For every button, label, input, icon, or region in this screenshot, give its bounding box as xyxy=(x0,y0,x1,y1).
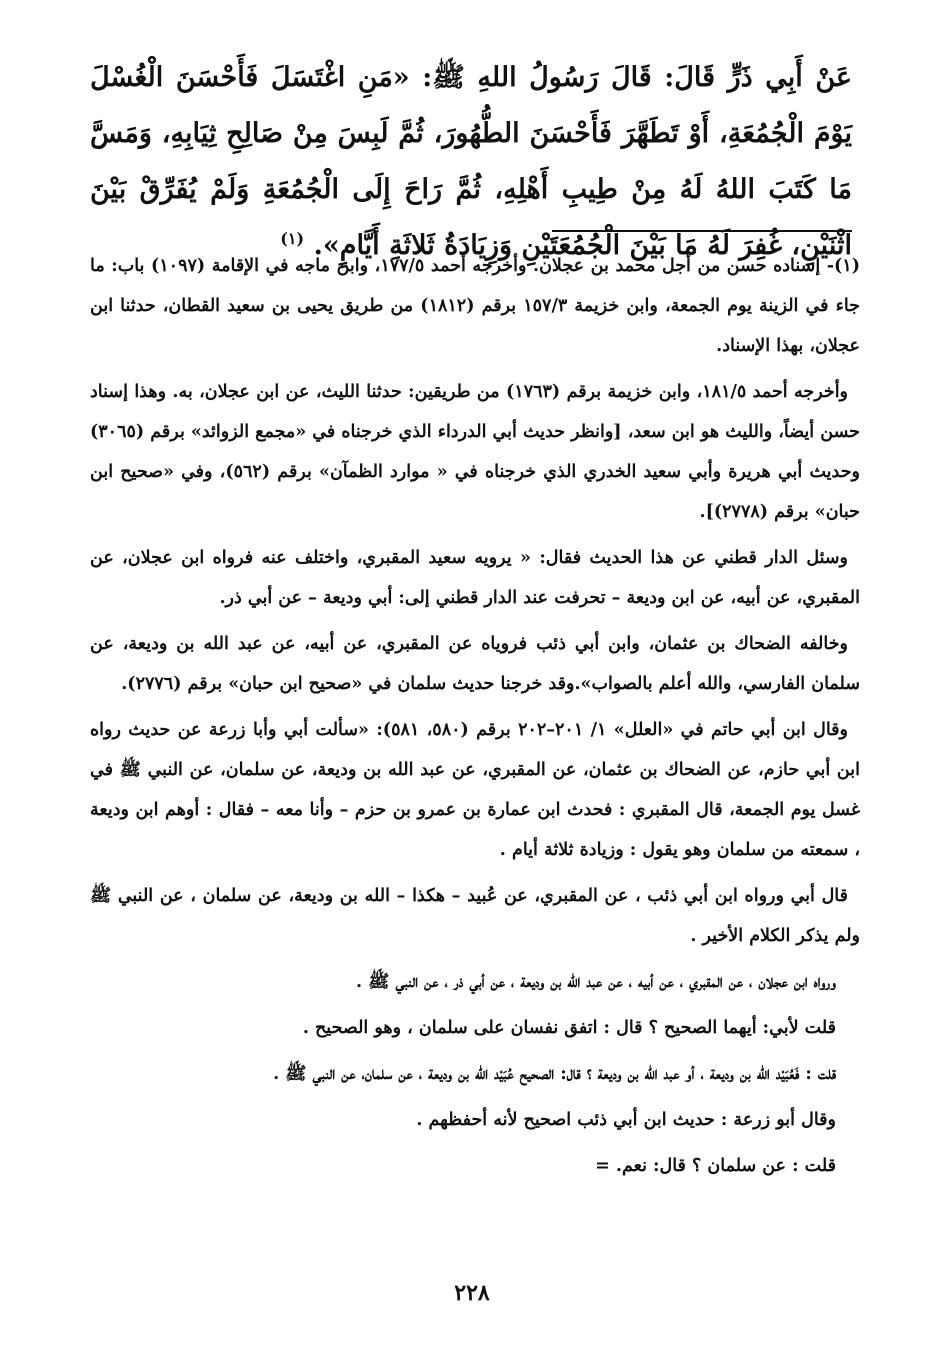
footnotes-section xyxy=(90,246,860,1192)
footnote-separator xyxy=(552,230,852,232)
footnote-paragraph: (١)- إسناده حسن من أجل محمد بن عجلان. وأخرجه أحمد ١٧٧/٥، وابن ماجه في الإقامة (١٠٩٧) باب: ما جاء في الزينة يوم الجمعة، وابن خزيمة ١٥٧/٣ برقم (١٨١٢) من طريق يحيى بن سعيد القطان، حدثنا ابن عجلان، بهذا الإسناد. xyxy=(90,256,860,356)
footnote-paragraph: قلت : فَعُبَيْد الله بن وديعة ، أو عبد الله بن وديعة ؟ قال: الصحيح عُبَيْد الله بن وديعة ، عن سلمان، عن النبي ﷺ . xyxy=(273,1064,836,1084)
footnote-paragraph: قلت : عن سلمان ؟ قال: نعم. = xyxy=(595,1156,836,1176)
hadith-text: عَنْ أَبِي ذَرٍّ قَالَ: قَالَ رَسُولُ اللهِ ﷺ: «مَنِ اغْتَسَلَ فَأَحْسَنَ الْغُسْلَ يَوْمَ الْجُمُعَةِ، أَوْ تَطَهَّرَ فَأَحْسَنَ الطُّهُورَ، ثُمَّ لَبِسَ مِنْ صَالِحِ ثِيَابِهِ، وَمَسَّ مَا كَتَبَ اللهُ لَهُ مِنْ طِيبِ أَهْلِهِ، ثُمَّ رَاحَ إِلَى الْجُمُعَةِ وَلَمْ يُفَرِّقْ بَيْنَ اثْنَيْنِ، غُفِرَ لَهُ مَا بَيْنَ الْجُمُعَتَيْنِ وَزِيَادَةُ ثَلاثَةِ أَيَّامٍ». xyxy=(90,62,852,261)
page-number: ٢٢٨ xyxy=(454,1280,490,1306)
footnote-paragraph: ورواه ابن عجلان ، عن المقبري ، عن أبيه ، عن عبد الله بن وديعة ، عن أبي ذر ، عن النبي ﷺ . xyxy=(356,972,836,992)
footnote-paragraph: وخالفه الضحاك بن عثمان، وابن أبي ذئب فروياه عن المقبري، عن أبيه، عن عبد الله بن وديعة، عن سلمان الفارسي، والله أعلم بالصواب».وقد خرجنا حديث سلمان في «صحيح ابن حبان» برقم (٢٧٧٦). xyxy=(90,634,860,694)
hadith-text-block xyxy=(90,50,852,274)
footnote-paragraph: قال أبي ورواه ابن أبي ذئب ، عن المقبري، عن عُبيد – هكذا – الله بن وديعة، عن سلمان ، عن النبي ﷺ ولم يذكر الكلام الأخير . xyxy=(90,886,860,946)
footnote-paragraph: وقال ابن أبي حاتم في «العلل» ١/ ٢٠١–٢٠٢ برقم (٥٨٠، ٥٨١): «سألت أبي وأبا زرعة عن حديث رواه ابن أبي حازم، عن الضحاك بن عثمان، عن المقبري، عن عبد الله بن وديعة، عن سلمان، عن النبي ﷺ في غسل يوم الجمعة، قال المقبري : فحدث ابن عمارة بن عمرو بن حزم – وأنا معه – فقال : أوهم ابن وديعة ، سمعته من سلمان وهو يقول : وزيادة ثلاثة أيام . xyxy=(90,720,860,860)
footnote-paragraph: وسئل الدار قطني عن هذا الحديث فقال: « يرويه سعيد المقبري، واختلف عنه فرواه ابن عجلان، عن المقبري، عن أبيه، عن ابن وديعة – تحرفت عند الدار قطني إلى: أبي وديعة – عن أبي ذر. xyxy=(90,548,860,608)
footnote-paragraph: وقال أبو زرعة : حديث ابن أبي ذئب اصحيح لأنه أحفظهم . xyxy=(416,1110,836,1130)
footnote-reference: (١) xyxy=(280,229,305,248)
footnote-paragraph: قلت لأبي: أيهما الصحيح ؟ قال : اتفق نفسان على سلمان ، وهو الصحيح . xyxy=(302,1018,836,1038)
footnote-paragraph: وأخرجه أحمد ١٨١/٥، وابن خزيمة برقم (١٧٦٣) من طريقين: حدثنا الليث، عن ابن عجلان، به. وهذا إسناد حسن أيضاً، والليث هو ابن سعد، [وانظر حديث أبي الدرداء الذي خرجناه في «مجمع الزوائد» برقم (٣٠٦٥) وحديث أبي هريرة وأبي سعيد الخدري الذي خرجناه في « موارد الظمآن» برقم (٥٦٢)، وفي «صحيح ابن حبان» برقم (٢٧٧٨)]. xyxy=(90,382,860,522)
